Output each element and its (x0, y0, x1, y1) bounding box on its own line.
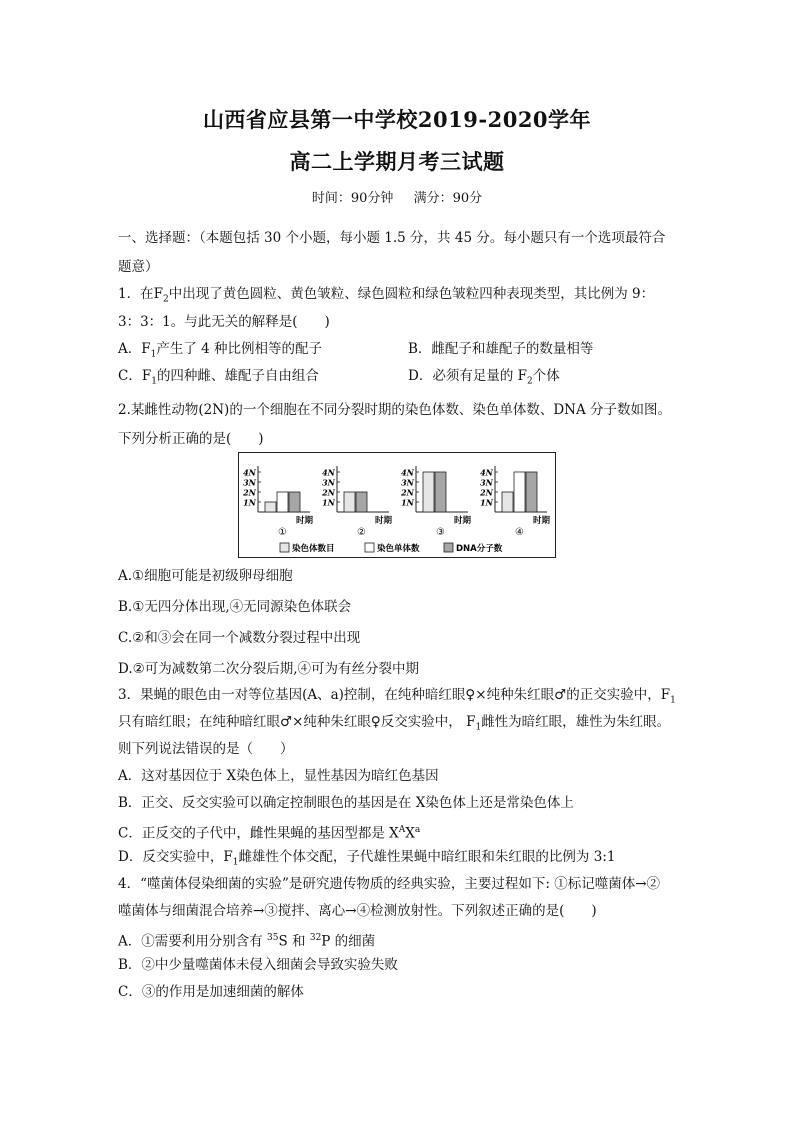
bar (344, 492, 355, 512)
y-tick-label: 2N (322, 487, 335, 498)
q3-option-c: C．正反交的子代中，雌性果蝇的基因型都是 $X^AX^a$ (118, 825, 421, 842)
y-tick-label: 1N (243, 497, 256, 508)
q1-option-c: C．$F_1$的四种雌、雄配子自由组合 (118, 368, 319, 387)
category-label: ① (278, 527, 287, 538)
q4-option-b: B．②中少量噬菌体未侵入细菌会导致实验失败 (118, 957, 398, 973)
q2-option-d: D.②可为减数第二次分裂后期,④可为有丝分裂中期 (118, 661, 420, 677)
exam-meta (0, 187, 794, 206)
legend-swatch (365, 543, 374, 552)
q1-stem: 1．在$F_2$中出现了黄色圆粒、黄色皱粒、绿色圆粒和绿色皱粒四种表现类型，其比例为 9： (118, 286, 655, 305)
bar (289, 492, 300, 512)
category-label: ④ (515, 527, 524, 538)
bar (277, 492, 288, 512)
x-axis-label: 时期 (296, 516, 314, 526)
bar (526, 472, 537, 512)
y-tick-label: 2N (243, 487, 256, 498)
q4-option-a: A．①需要利用分别含有 $^{35}$S 和 $^{32}$P 的细菌 (118, 933, 376, 950)
bar (423, 472, 434, 512)
q1-option-d: D．必须有足量的 $F_2$个体 (408, 368, 560, 387)
q4-stem-cont: 噬菌体与细菌混合培养→③搅拌、离心→④检测放射性。下列叙述正确的是( ) (118, 903, 597, 919)
chromosome-bar-chart (238, 452, 556, 558)
y-tick-label: 4N (243, 467, 256, 478)
q1-option-a: A．$F_1$产生了 4 种比例相等的配子 (118, 341, 323, 360)
bar (356, 492, 367, 512)
y-tick-label: 3N (401, 477, 414, 488)
y-tick-label: 3N (480, 477, 493, 488)
x-axis-label: 时期 (454, 516, 472, 526)
exam-title-line1: 山西省应县第一中学校2019-2020学年 (202, 107, 592, 132)
section-heading-cont: 题意） (118, 259, 159, 275)
x-axis-label: 时期 (533, 516, 551, 526)
exam-title-line2: 高二上学期月考三试题 (289, 149, 505, 174)
x-axis-label: 时期 (375, 516, 393, 526)
q2-option-c: C.②和③会在同一个减数分裂过程中出现 (118, 630, 361, 646)
y-tick-label: 4N (401, 467, 414, 478)
q3-stem-cont: 只有暗红眼；在纯种暗红眼♂×纯种朱红眼♀反交实验中， $F_1$雌性为暗红眼，雄性为朱红眼。 (118, 714, 671, 733)
y-tick-label: 2N (480, 487, 493, 498)
y-tick-label: 1N (401, 497, 414, 508)
y-tick-label: 4N (322, 467, 335, 478)
exam-score: 满分：90分 (413, 191, 483, 206)
q2-stem: 2.某雌性动物(2N)的一个细胞在不同分裂时期的染色体数、染色单体数、DNA 分子数如图。 (118, 402, 671, 418)
q3-option-b: B．正交、反交实验可以确定控制眼色的基因是在 X染色体上还是常染色体上 (118, 795, 574, 811)
q1-stem-cont: 3：3：1。与此无关的解释是( ) (118, 314, 330, 330)
bar (265, 502, 276, 512)
section-heading: 一、选择题：（本题包括 30 个小题，每小题 1.5 分，共 45 分。每小题只有一个选项最符合 (118, 230, 666, 246)
q1-option-b: B．雌配子和雄配子的数量相等 (408, 341, 594, 357)
y-tick-label: 1N (480, 497, 493, 508)
q2-option-b: B.①无四分体出现,④无同源染色体联会 (118, 599, 352, 615)
y-tick-label: 4N (480, 467, 493, 478)
q3-stem-cont2: 则下列说法错误的是（ ） (118, 741, 294, 757)
bar (514, 472, 525, 512)
q4-option-c: C．③的作用是加速细菌的解体 (118, 984, 304, 1000)
q3-stem: 3．果蝇的眼色由一对等位基因(A、a)控制，在纯种暗红眼♀×纯种朱红眼♂的正交实验中，$F_1$ (118, 687, 676, 706)
category-label: ③ (436, 527, 445, 538)
y-tick-label: 3N (322, 477, 335, 488)
legend-swatch (444, 543, 453, 552)
exam-time: 时间：90分钟 (311, 191, 394, 206)
y-tick-label: 1N (322, 497, 335, 508)
bar (435, 472, 446, 512)
legend-label: 染色体数目 (292, 544, 335, 554)
q2-option-a: A.①细胞可能是初级卵母细胞 (118, 568, 293, 584)
category-label: ② (357, 527, 366, 538)
y-tick-label: 3N (243, 477, 256, 488)
y-tick-label: 2N (401, 487, 414, 498)
q3-option-d: D．反交实验中，$F_1$雌雄性个体交配，子代雄性果蝇中暗红眼和朱红眼的比例为 3:1 (118, 849, 616, 868)
legend-label: DNA分子数 (456, 544, 503, 554)
legend-swatch (280, 543, 289, 552)
q4-stem: 4．“噬菌体侵染细菌的实验”是研究遗传物质的经典实验，主要过程如下: ①标记噬菌体→② (118, 876, 661, 892)
q3-option-a: A．这对基因位于 X染色体上，显性基因为暗红色基因 (118, 768, 439, 784)
q2-stem-cont: 下列分析正确的是( ) (118, 431, 264, 447)
bar (502, 492, 513, 512)
legend-label: 染色单体数 (377, 544, 420, 554)
